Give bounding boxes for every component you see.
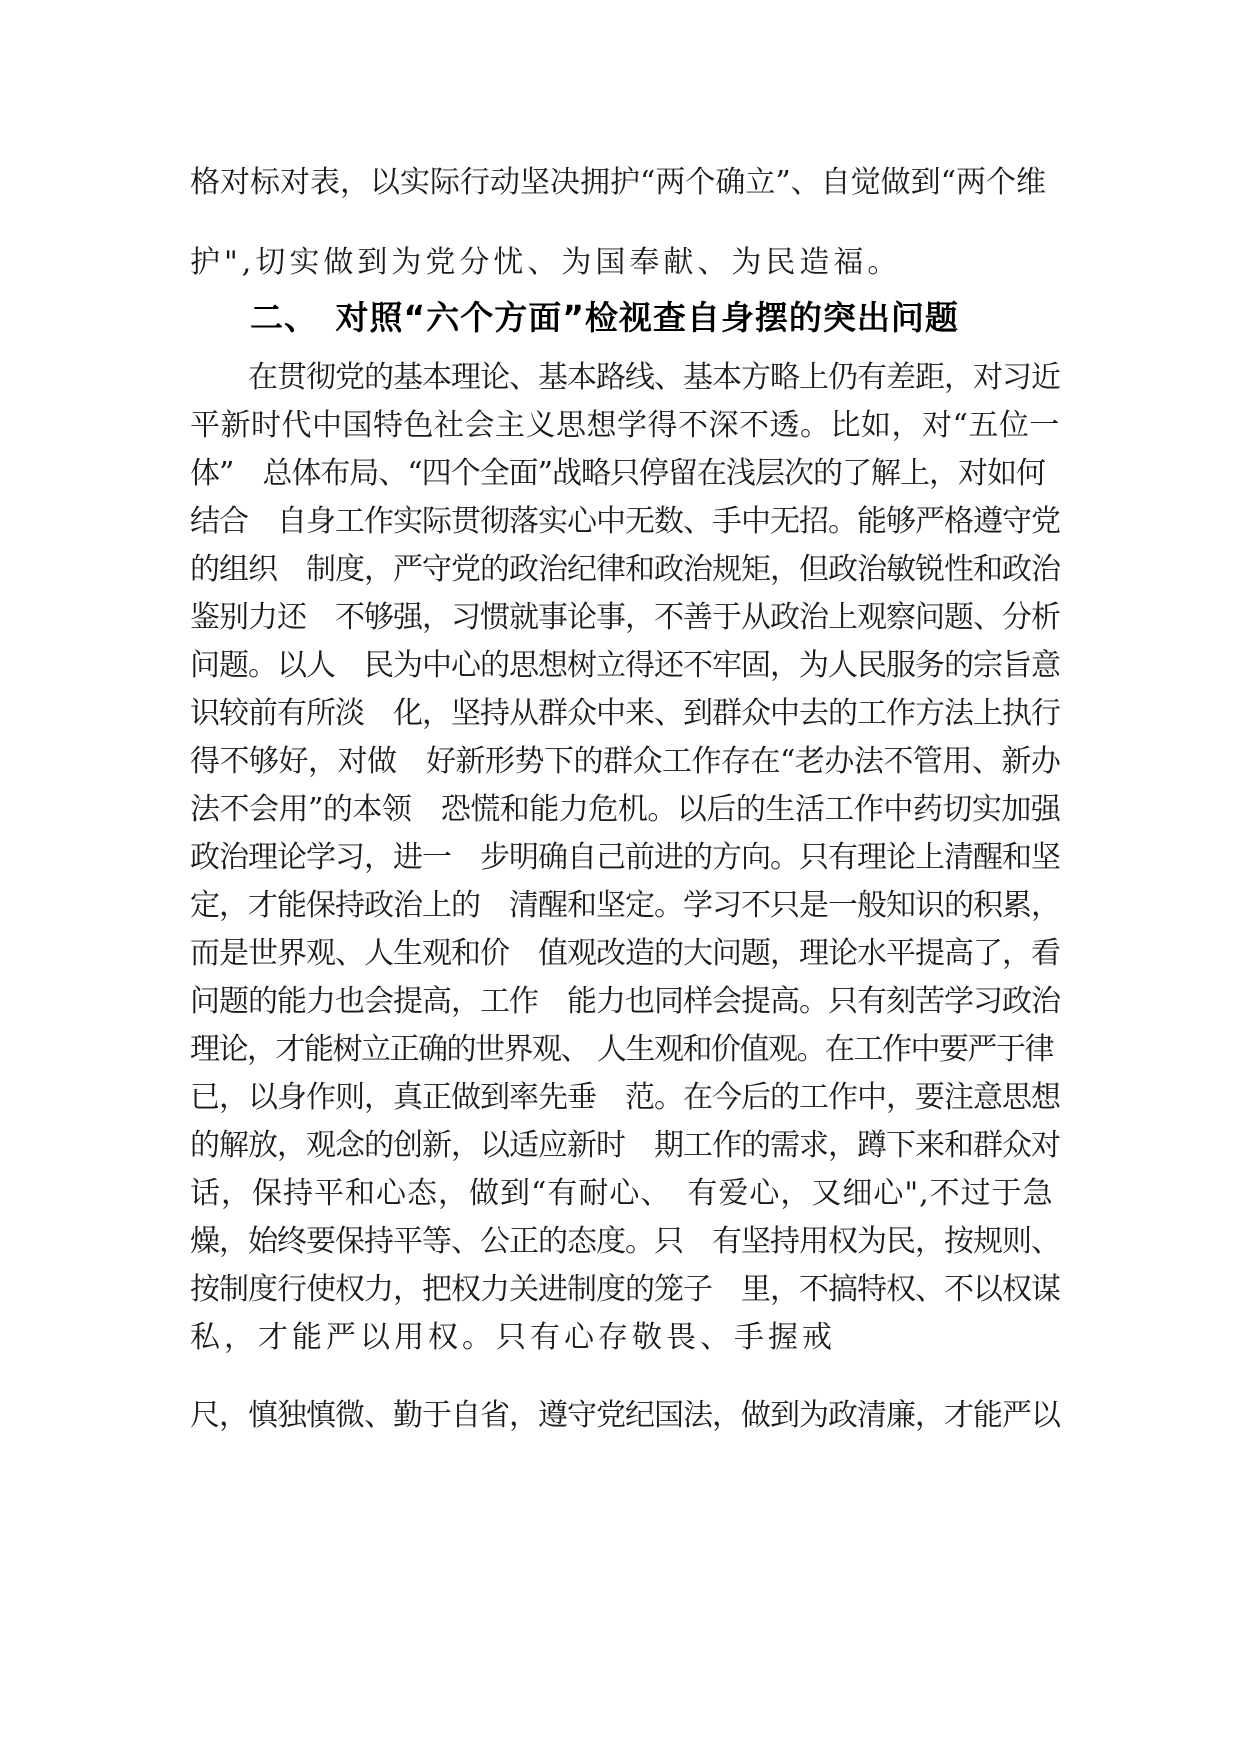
text-line: 问题的能力也会提高，工作 能力也同样会提高。只有刻苦学习政治 bbox=[190, 984, 1060, 1019]
text-line: 问题。以人 民为中心的思想树立得还不牢固，为人民服务的宗旨意 bbox=[190, 648, 1060, 683]
text-line: 格对标对表，以实际行动坚决拥护“两个确立”、自觉做到“两个维 bbox=[190, 165, 1047, 200]
text-line: 得不够好，对做 好新形势下的群众工作存在“老办法不管用、新办 bbox=[190, 744, 1061, 779]
text-line: 平新时代中国特色社会主义思想学得不深不透。比如，对“五位一 bbox=[190, 408, 1060, 443]
text-line: 的解放，观念的创新，以适应新时 期工作的需求，蹲下来和群众对 bbox=[190, 1128, 1060, 1163]
text-line: 而是世界观、人生观和价 值观改造的大问题，理论水平提高了，看 bbox=[190, 936, 1060, 971]
text-line: 燥，始终要保持平等、公正的态度。只 有坚持用权为民，按规则、 bbox=[190, 1224, 1060, 1259]
text-line: 定，才能保持政治上的 清醒和坚定。学习不只是一般知识的积累， bbox=[190, 888, 1060, 923]
text-line: 按制度行使权力，把权力关进制度的笼子 里，不搞特权、不以权谋 bbox=[190, 1272, 1060, 1307]
text-line: 护",切实做到为党分忧、为国奉献、为民造福。 bbox=[190, 245, 902, 280]
text-line: 已，以身作则，真正做到率先垂 范。在今后的工作中，要注意思想 bbox=[190, 1080, 1060, 1115]
text-line: 在贯彻党的基本理论、基本路线、基本方略上仍有差距，对习近 bbox=[190, 360, 1060, 395]
text-line: 结合 自身工作实际贯彻落实心中无数、手中无招。能够严格遵守党 bbox=[190, 504, 1060, 539]
text-line: 尺，慎独慎微、勤于自省，遵守党纪国法，做到为政清廉，才能严以 bbox=[190, 1398, 1060, 1433]
section-heading: 二、 对照“六个方面”检视查自身摆的突出问题 bbox=[250, 298, 959, 337]
text-line: 话，保持平和心态，做到“有耐心、 有爱心，又细心",不过于急 bbox=[190, 1176, 1054, 1211]
text-line: 识较前有所淡 化，坚持从群众中来、到群众中去的工作方法上执行 bbox=[190, 696, 1060, 731]
text-line: 理论，才能树立正确的世界观、 人生观和价值观。在工作中要严于律 bbox=[190, 1032, 1054, 1067]
text-line: 体” 总体布局、“四个全面”战略只停留在浅层次的了解上，对如何 bbox=[190, 456, 1046, 491]
text-line: 鉴别力还 不够强，习惯就事论事，不善于从政治上观察问题、分析 bbox=[190, 600, 1060, 635]
text-line: 私，才能严以用权。只有心存敬畏、手握戒 bbox=[190, 1320, 836, 1355]
text-line: 政治理论学习，进一 步明确自己前进的方向。只有理论上清醒和坚 bbox=[190, 840, 1060, 875]
text-line: 法不会用”的本领 恐慌和能力危机。以后的生活工作中药切实加强 bbox=[190, 792, 1061, 827]
text-line: 的组织 制度，严守党的政治纪律和政治规矩，但政治敏锐性和政治 bbox=[190, 552, 1060, 587]
